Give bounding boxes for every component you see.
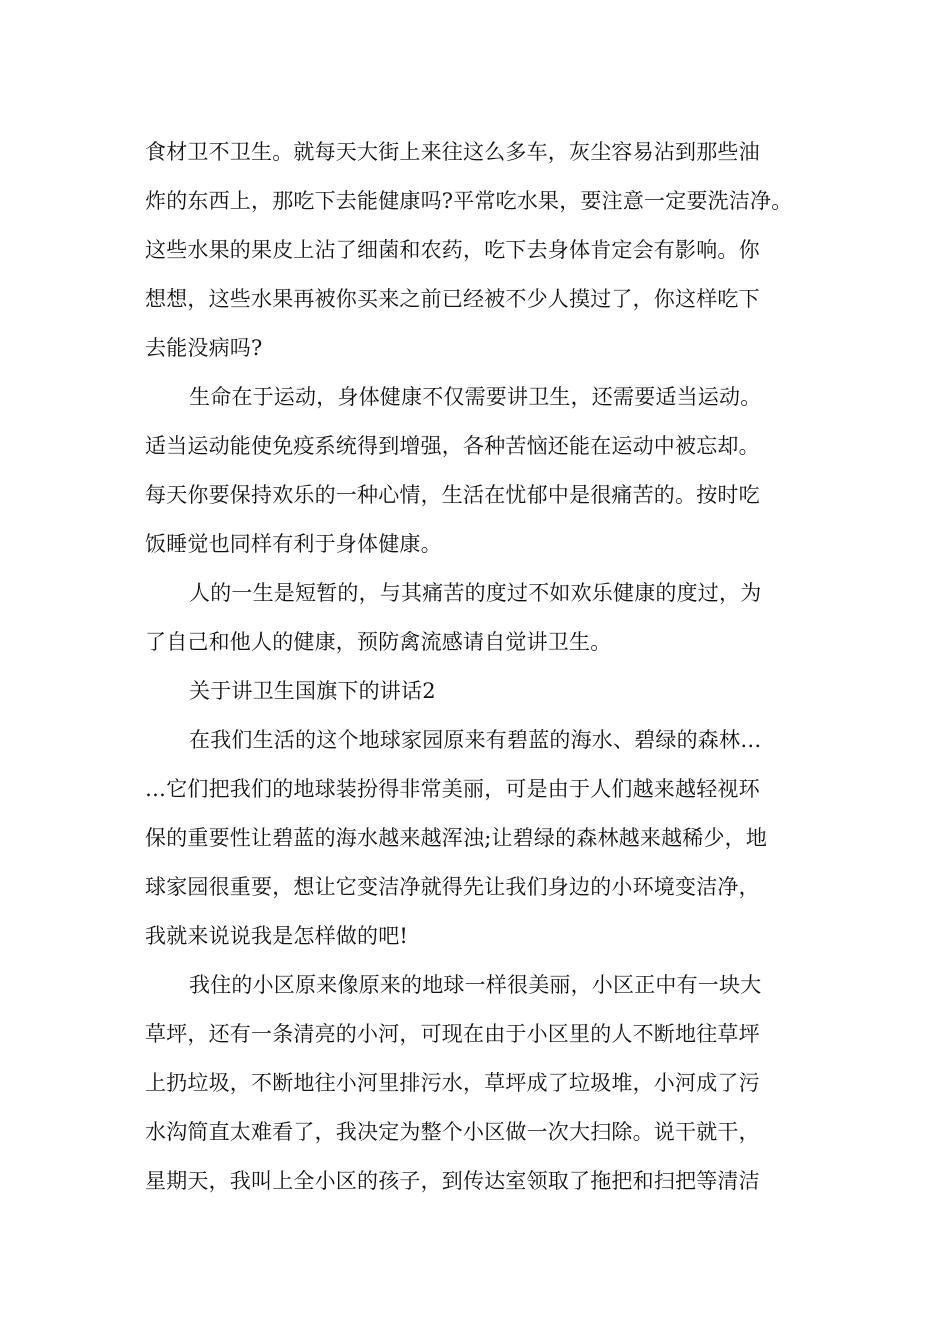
text-line: 上扔垃圾，不断地往小河里排污水，草坪成了垃圾堆，小河成了污 bbox=[145, 1071, 760, 1095]
text-line: 这些水果的果皮上沾了细菌和农药，吃下去身体肯定会有影响。你 bbox=[145, 238, 760, 262]
section-heading: 关于讲卫生国旗下的讲话2 bbox=[189, 679, 436, 703]
text-line: 水沟简直太难看了，我决定为整个小区做一次大扫除。说干就干， bbox=[145, 1120, 760, 1144]
text-line: …它们把我们的地球装扮得非常美丽，可是由于人们越来越轻视环 bbox=[145, 777, 760, 801]
paragraph-start-line: 在我们生活的这个地球家园原来有碧蓝的海水、碧绿的森林… bbox=[189, 728, 762, 752]
text-line: 我就来说说我是怎样做的吧! bbox=[145, 924, 409, 948]
text-line: 保的重要性让碧蓝的海水越来越浑浊;让碧绿的森林越来越稀少，地 bbox=[145, 826, 768, 850]
body-text bbox=[145, 128, 807, 1206]
text-line: 星期天，我叫上全小区的孩子，到传达室领取了拖把和扫把等清洁 bbox=[145, 1169, 760, 1193]
text-line: 食材卫不卫生。就每天大街上来往这么多车，灰尘容易沾到那些油 bbox=[145, 140, 760, 164]
text-line: 饭睡觉也同样有利于身体健康。 bbox=[145, 532, 442, 556]
text-line: 草坪，还有一条清亮的小河，可现在由于小区里的人不断地往草坪 bbox=[145, 1022, 760, 1046]
paragraph-start-line: 人的一生是短暂的，与其痛苦的度过不如欢乐健康的度过，为 bbox=[189, 581, 762, 605]
paragraph-start-line: 生命在于运动，身体健康不仅需要讲卫生，还需要适当运动。 bbox=[189, 385, 762, 409]
text-line: 炸的东西上，那吃下去能健康吗?平常吃水果，要注意一定要洗洁净。 bbox=[145, 189, 793, 213]
text-line: 每天你要保持欢乐的一种心情，生活在忧郁中是很痛苦的。按时吃 bbox=[145, 483, 760, 507]
text-line: 球家园很重要，想让它变洁净就得先让我们身边的小环境变洁净， bbox=[145, 875, 760, 899]
paragraph-start-line: 我住的小区原来像原来的地球一样很美丽，小区正中有一块大 bbox=[189, 973, 762, 997]
text-line: 了自己和他人的健康，预防禽流感请自觉讲卫生。 bbox=[145, 630, 612, 654]
text-line: 去能没病吗? bbox=[145, 336, 263, 360]
text-line: 适当运动能使免疫系统得到增强，各种苦恼还能在运动中被忘却。 bbox=[145, 434, 760, 458]
text-line: 想想，这些水果再被你买来之前已经被不少人摸过了，你这样吃下 bbox=[145, 287, 760, 311]
